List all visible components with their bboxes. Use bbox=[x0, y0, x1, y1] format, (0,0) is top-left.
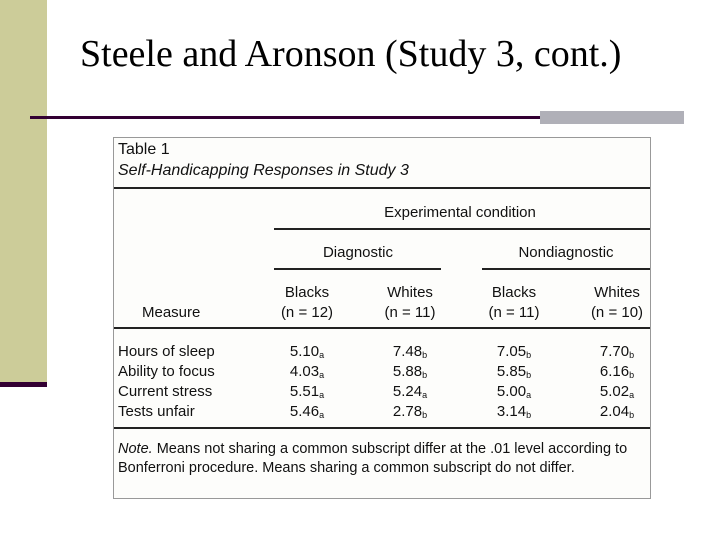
column-name: Blacks bbox=[491, 284, 537, 301]
header-rule bbox=[114, 327, 650, 329]
column-header bbox=[489, 283, 540, 323]
cell-subscript: a bbox=[422, 390, 428, 400]
column-header bbox=[385, 283, 436, 323]
table-cell bbox=[393, 403, 427, 420]
cell-value: 5.46 bbox=[289, 403, 320, 420]
column-name: Blacks bbox=[284, 284, 330, 301]
cell-value: 7.70 bbox=[599, 343, 630, 360]
cell-value: 3.14 bbox=[496, 403, 527, 420]
table-cell bbox=[290, 383, 324, 400]
cell-value: 5.88 bbox=[392, 363, 423, 380]
cell-value: 5.51 bbox=[289, 383, 320, 400]
table-cell bbox=[393, 383, 427, 400]
cell-value: 2.04 bbox=[599, 403, 630, 420]
table-cell bbox=[600, 363, 634, 380]
title-underline-light bbox=[540, 111, 684, 124]
cell-value: 2.78 bbox=[392, 403, 423, 420]
group-header-nondiagnostic: Nondiagnostic bbox=[518, 244, 614, 261]
note-label: Note. bbox=[118, 441, 153, 457]
spanner-header: Experimental condition bbox=[384, 204, 536, 221]
note-text: Means not sharing a common subscript differ at the .01 level according to Bonferroni procedure. Means sharing a common subscript do not differ. bbox=[118, 441, 628, 476]
cell-value: 6.16 bbox=[599, 363, 630, 380]
group-rule-diagnostic bbox=[274, 268, 441, 270]
column-name: Whites bbox=[594, 284, 640, 301]
cell-value: 5.85 bbox=[496, 363, 527, 380]
cell-value: 7.05 bbox=[496, 343, 527, 360]
cell-value: 7.48 bbox=[392, 343, 423, 360]
table-cell bbox=[600, 383, 634, 400]
cell-subscript: b bbox=[526, 370, 532, 380]
cell-value: 4.03 bbox=[289, 363, 320, 380]
column-n: (n = 11) bbox=[488, 304, 540, 321]
row-label: Ability to focus bbox=[118, 363, 215, 380]
cell-subscript: b bbox=[629, 410, 635, 420]
left-accent-bar-end bbox=[0, 382, 47, 387]
cell-subscript: a bbox=[319, 370, 325, 380]
table-cell bbox=[497, 363, 531, 380]
row-label: Hours of sleep bbox=[118, 343, 215, 360]
cell-subscript: b bbox=[422, 370, 428, 380]
top-rule bbox=[114, 187, 650, 189]
cell-subscript: a bbox=[319, 410, 325, 420]
table-cell bbox=[497, 343, 531, 360]
cell-subscript: b bbox=[629, 370, 635, 380]
column-n: (n = 11) bbox=[384, 304, 436, 321]
cell-value: 5.10 bbox=[289, 343, 320, 360]
table-cell bbox=[600, 343, 634, 360]
cell-value: 5.02 bbox=[599, 383, 630, 400]
column-header bbox=[591, 283, 643, 323]
results-table bbox=[113, 137, 651, 499]
measure-header: Measure bbox=[142, 304, 201, 321]
table-cell bbox=[393, 363, 427, 380]
cell-subscript: a bbox=[319, 390, 325, 400]
cell-subscript: a bbox=[629, 390, 635, 400]
cell-subscript: b bbox=[526, 410, 532, 420]
cell-subscript: a bbox=[526, 390, 532, 400]
table-cell bbox=[290, 343, 324, 360]
table-note bbox=[118, 440, 648, 478]
table-label: Table 1 bbox=[118, 141, 170, 158]
row-label: Current stress bbox=[118, 383, 213, 400]
table-cell bbox=[290, 363, 324, 380]
column-n: (n = 10) bbox=[590, 304, 644, 321]
group-header-diagnostic: Diagnostic bbox=[322, 244, 394, 261]
bottom-rule bbox=[114, 427, 650, 429]
column-n: (n = 12) bbox=[280, 304, 334, 321]
row-label: Tests unfair bbox=[118, 403, 195, 420]
cell-subscript: b bbox=[422, 410, 428, 420]
cell-subscript: b bbox=[526, 350, 532, 360]
table-cell bbox=[600, 403, 634, 420]
slide-title: Steele and Aronson (Study 3, cont.) bbox=[80, 33, 622, 75]
cell-subscript: b bbox=[629, 350, 635, 360]
table-cell bbox=[497, 403, 531, 420]
table-caption: Self-Handicapping Responses in Study 3 bbox=[118, 162, 409, 179]
cell-value: 5.00 bbox=[496, 383, 527, 400]
cell-subscript: a bbox=[319, 350, 325, 360]
column-name: Whites bbox=[387, 284, 433, 301]
left-accent-bar bbox=[0, 0, 47, 382]
title-underline-dark bbox=[30, 116, 540, 119]
column-header bbox=[281, 283, 333, 323]
table-cell bbox=[393, 343, 427, 360]
cell-subscript: b bbox=[422, 350, 428, 360]
group-rule-nondiagnostic bbox=[482, 268, 650, 270]
spanner-rule bbox=[274, 228, 650, 230]
cell-value: 5.24 bbox=[392, 383, 423, 400]
table-cell bbox=[497, 383, 531, 400]
table-cell bbox=[290, 403, 324, 420]
